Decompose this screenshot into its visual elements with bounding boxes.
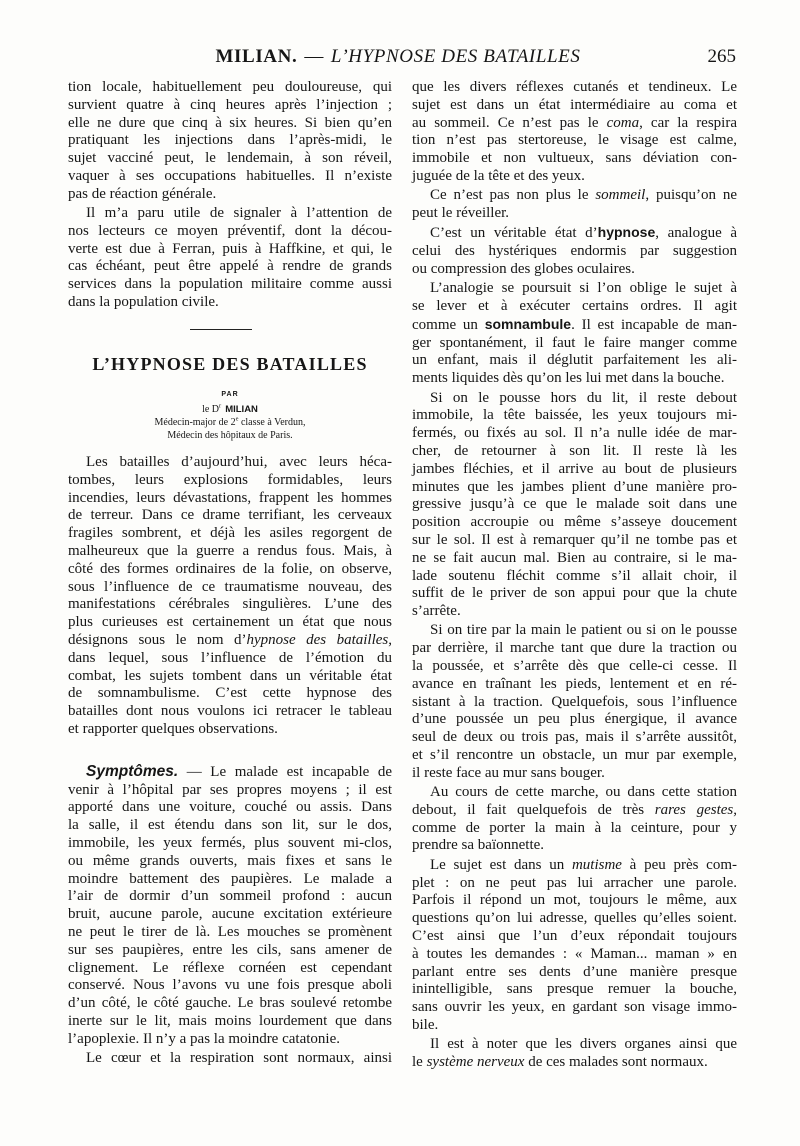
text-line	[412, 892, 737, 910]
text-line	[412, 550, 737, 568]
text-run: celui des hystériques endormis par suggestion	[412, 243, 737, 260]
italic-text: système nerveux	[426, 1054, 525, 1071]
text-line	[412, 205, 737, 223]
page-number: 265	[707, 46, 736, 67]
article-title: L’HYPNOSE DES BATAILLES	[92, 354, 368, 374]
text-line	[412, 964, 737, 982]
text-line	[412, 820, 737, 838]
text-run: un enfant, mais il déglutit parfaitement les ali-	[412, 352, 737, 369]
text-run: fragiles sombrent, et déjà les asiles regorgent de	[68, 525, 392, 542]
text-line	[68, 579, 392, 597]
text-line	[68, 543, 392, 561]
text-line	[68, 1013, 392, 1031]
text-line	[412, 352, 737, 370]
text-run: incendies, leurs dévastations, frappent les hommes	[68, 489, 392, 506]
text-line	[412, 676, 737, 694]
text-line	[68, 1031, 392, 1049]
text-run: pratiquant les injections dans l’après-midi, le	[68, 132, 392, 149]
italic-text: sommeil	[595, 187, 646, 204]
text-run: malheureux que la guerre a rendus fous. Mais, à	[68, 542, 392, 559]
text-run: peut le réveiller.	[412, 205, 510, 222]
text-run: jambes fléchies, et il arrive au bout de plusieurs	[412, 460, 737, 477]
text-line	[68, 650, 392, 668]
text-line	[68, 817, 392, 835]
paragraph	[412, 390, 737, 621]
text-run: position accroupie ou même s’asseye doucement	[412, 514, 737, 531]
text-line	[412, 168, 737, 186]
text-run: . Il est incapable de man-	[571, 316, 737, 333]
running-header	[0, 44, 796, 70]
text-run: nos lecteurs ce moyen préventif, dont la décou-	[68, 222, 392, 239]
text-line	[68, 596, 392, 614]
text-line	[68, 132, 392, 150]
text-run: de somnambulisme. C’est cette hypnose des	[68, 685, 392, 702]
text-line	[412, 603, 737, 621]
text-run: l’apoplexie. Il n’y a pas la moindre catatonie.	[68, 1030, 340, 1047]
text-line	[412, 243, 737, 261]
text-run: désignons sous le nom d’	[68, 631, 247, 648]
text-run: Il m’a paru utile de signaler à l’attention de	[86, 205, 392, 222]
text-line	[412, 928, 737, 946]
text-line	[68, 205, 392, 223]
text-line	[412, 747, 737, 765]
text-line	[68, 1050, 392, 1068]
text-line	[68, 168, 392, 186]
text-run: d’un côté, le côté gauche. Le bras soulevé retombe	[68, 995, 392, 1012]
text-run: , analogue à	[655, 225, 737, 242]
text-line	[412, 425, 737, 443]
text-run: Le cœur et la respiration sont normaux, ainsi	[86, 1050, 392, 1066]
affiliation-text: classe à Verdun,	[238, 417, 306, 428]
italic-text: coma	[606, 114, 640, 131]
text-run: L’analogie se poursuit si l’on oblige le sujet à	[430, 280, 737, 297]
text-run: sous l’influence de ce traumatisme nouveau, des	[68, 578, 392, 595]
text-line	[68, 888, 392, 906]
text-run: — Le malade est incapable de	[178, 763, 392, 780]
text-line	[412, 640, 737, 658]
text-run: sujet est dans un état intermédiaire au coma et	[412, 96, 737, 113]
text-run: immobile, les yeux fermés, plus souvent mi-clos,	[68, 834, 392, 851]
text-run: que les divers réflexes cutanés et tendineux. Le	[412, 79, 737, 95]
left-column-previous-article	[68, 79, 392, 312]
paragraph	[68, 79, 392, 204]
text-run: de ces malades sont normaux.	[524, 1054, 708, 1071]
text-line	[412, 837, 737, 855]
text-run: sur ses paupières, entre les cils, sans amener de	[68, 941, 392, 958]
text-run: debout, il fait quelquefois de très	[412, 801, 655, 818]
text-run: prendre sa baïonnette.	[412, 837, 545, 854]
text-run: dans lequel, sous l’influence de l’émotion du	[68, 649, 392, 666]
text-run: plet : on ne peut pas lui arracher une parole.	[412, 874, 737, 891]
text-run: ments liquides dès qu’on les lui met dans la bouche.	[412, 370, 725, 387]
text-run: à toutes les demandes : « Maman... maman » en	[412, 945, 737, 962]
text-run: batailles dont nous voulons ici retracer le tableau	[68, 703, 392, 720]
text-run: ger spontanément, il faut le faire manger comme	[412, 334, 737, 351]
text-line	[68, 276, 392, 294]
text-run: gressive jusqu’à ce que le malade soit dans une	[412, 496, 737, 513]
text-run: sans ouvrir les yeux, en gardant son visage immo-	[412, 999, 737, 1016]
paragraph	[68, 205, 392, 312]
paragraph	[68, 454, 392, 739]
text-line	[412, 316, 737, 335]
paragraph	[412, 622, 737, 782]
text-run: questions qu’on lui adresse, quelles qu’elles soient.	[412, 910, 737, 927]
text-run: avance en traînant les pieds, lentement et en ré-	[412, 675, 737, 692]
text-run: lade soutenu fléchit comme s’il allait choir, il	[412, 567, 737, 584]
text-line	[68, 186, 392, 204]
text-line	[68, 241, 392, 259]
text-run: Le sujet est dans un	[430, 856, 572, 873]
text-line	[412, 981, 737, 999]
text-line	[68, 721, 392, 739]
byline-author	[68, 404, 392, 416]
paragraph	[412, 280, 737, 388]
text-line	[68, 223, 392, 241]
text-line	[68, 960, 392, 978]
text-line	[68, 782, 392, 800]
text-line	[412, 370, 737, 388]
text-line	[412, 999, 737, 1017]
text-line	[412, 261, 737, 279]
text-run: combat, les sujets tombent dans un véritable état	[68, 667, 392, 684]
text-run: cher, de retourner à son lit. Il reste là les	[412, 442, 737, 459]
text-run: services dans la population militaire comme aussi	[68, 276, 392, 293]
text-run: s’arrête.	[412, 603, 461, 620]
text-run: pas de réaction générale.	[68, 185, 217, 202]
text-line	[412, 568, 737, 586]
text-run: et rapporter quelques observations.	[68, 720, 278, 737]
text-run: tion locale, habituellement peu douloureuse, qui	[68, 79, 392, 95]
text-run: C’est ainsi que l’un d’eux répondait toujours	[412, 927, 737, 944]
text-run: ou compression des globes oculaires.	[412, 260, 635, 277]
text-run: suffit de le priver de son appui pour que la chute	[412, 585, 737, 602]
text-line	[68, 799, 392, 817]
affiliation-text: Médecin-major de 2	[154, 417, 236, 428]
text-run: sur le sol. Il est à remarquer qu’il ne tombe pas et	[412, 531, 737, 548]
text-run: Ce n’est pas non plus le	[430, 187, 596, 204]
text-run: elle ne dure que cinq à six heures. Si bien qu’en	[68, 114, 392, 131]
text-line	[412, 875, 737, 893]
text-run: conservé. Nous l’avons vu une fois presque aboli	[68, 977, 392, 994]
text-run: de terreur. Dans ce drame terrifiant, les cerveaux	[68, 507, 392, 524]
text-run: ne peut le tirer de là. Les mouches se promènent	[68, 923, 392, 940]
text-line	[68, 835, 392, 853]
text-run: verte est due à Ferran, puis à Haffkine, et qui, le	[68, 240, 392, 257]
text-line	[68, 871, 392, 889]
text-run: immobile et non vultueux, sans déviation con-	[412, 150, 737, 167]
text-line	[68, 561, 392, 579]
text-run: à peu près com-	[621, 856, 737, 873]
text-line	[412, 514, 737, 532]
heading-text: Symptômes.	[86, 762, 179, 780]
text-line	[412, 910, 737, 928]
text-run: minutes que les jambes plient d’une manière pro-	[412, 478, 737, 495]
text-line	[68, 977, 392, 995]
text-line	[68, 454, 392, 472]
text-run: d’une poussée un peu plus énergique, il avance	[412, 711, 737, 728]
text-run: comme un	[412, 316, 485, 333]
text-run: venir à l’hôpital par ses propres moyens ; il est	[68, 781, 392, 798]
text-line	[68, 668, 392, 686]
text-line	[412, 784, 737, 802]
text-run: sujet vacciné peut, le lendemain, à son réveil,	[68, 150, 392, 167]
text-line	[68, 703, 392, 721]
left-column-article-body	[68, 454, 392, 1068]
text-line	[68, 258, 392, 276]
text-line	[68, 294, 392, 312]
text-run: tombes, leurs explosions formidables, leurs	[68, 471, 392, 488]
text-run: parlant entre ses dents d’une manière presque	[412, 963, 737, 980]
text-run: par derrière, il marche tant que dure la traction ou	[412, 640, 737, 657]
text-run: fermés, ou fixés au sol. Il n’a nulle idée de mar-	[412, 425, 737, 442]
text-line	[412, 532, 737, 550]
text-line	[412, 280, 737, 298]
text-run: Si on le pousse hors du lit, il reste debout	[430, 389, 737, 406]
text-line	[412, 443, 737, 461]
author-affiliation-2: Médecin des hôpitaux de Paris.	[167, 430, 293, 441]
text-run: juguée de la tête et des yeux.	[412, 167, 585, 184]
text-line	[412, 97, 737, 115]
text-run: bile.	[412, 1016, 439, 1033]
text-line	[412, 298, 737, 316]
running-header-title: L’HYPNOSE DES BATAILLES	[330, 46, 581, 67]
text-run: ne se fait aucun mal. Bien au contraire, si le ma-	[412, 549, 737, 566]
text-run: bruit, aucune parole, aucune excitation extérieure	[68, 906, 392, 923]
text-line	[412, 461, 737, 479]
text-line	[68, 472, 392, 490]
text-line	[412, 694, 737, 712]
text-line	[412, 479, 737, 497]
text-line	[412, 496, 737, 514]
running-header-author: MILIAN.	[215, 46, 298, 67]
text-line	[68, 614, 392, 632]
text-line	[68, 507, 392, 525]
paragraph	[412, 224, 737, 278]
text-line	[68, 942, 392, 960]
right-column-article-body	[412, 79, 737, 1072]
text-run: plus curieuses est certainement un état que nous	[68, 614, 392, 631]
text-line	[412, 224, 737, 243]
text-line	[68, 763, 392, 782]
text-line	[68, 906, 392, 924]
text-line	[412, 132, 737, 150]
text-line	[412, 1036, 737, 1054]
text-run: C’est un véritable état d’	[430, 225, 598, 242]
text-run: survient quatre à cinq heures après l’injection ;	[68, 96, 392, 113]
paragraph	[68, 1050, 392, 1068]
text-line	[68, 853, 392, 871]
text-run: Il est à noter que les divers organes ainsi que	[430, 1036, 737, 1053]
text-line	[68, 525, 392, 543]
text-line	[68, 685, 392, 703]
byline-by-label: PAR	[221, 391, 239, 398]
text-run: il reste face au mur sans bouger.	[412, 764, 605, 781]
author-affiliation-1	[68, 416, 392, 429]
running-header-separator: —	[304, 46, 324, 67]
text-line	[412, 115, 737, 133]
text-line	[68, 79, 392, 97]
text-run: vaquer à ses occupations habituelles. Il n’existe	[68, 167, 392, 184]
paragraph	[412, 857, 737, 1035]
text-run: côté des formes ordinaires de la folie, on observe,	[68, 560, 392, 577]
text-run: dans la population civile.	[68, 294, 219, 311]
text-run: Au cours de cette marche, ou dans cette station	[430, 784, 737, 801]
text-line	[68, 632, 392, 650]
text-line	[68, 924, 392, 942]
text-line	[412, 150, 737, 168]
text-run: moindre battement des paupières. Le malade a	[68, 870, 392, 887]
text-run: manifestations cérébrales singulières. L’une des	[68, 596, 392, 613]
text-run: Parfois il répond un mot, toujours le même, aux	[412, 892, 737, 909]
text-line	[412, 390, 737, 408]
text-run: Les batailles d’aujourd’hui, avec leurs héca-	[86, 454, 392, 470]
text-line	[412, 335, 737, 353]
text-run: , puisqu’on ne	[645, 187, 737, 204]
text-line	[68, 97, 392, 115]
text-run: et s’il rencontre un obstacle, un mur par exemple,	[412, 746, 737, 763]
text-line	[412, 187, 737, 205]
text-line	[412, 622, 737, 640]
author-name: MILIAN	[225, 404, 258, 415]
text-line	[412, 711, 737, 729]
text-run: apporté dans une voiture, couché ou assis. Dans	[68, 799, 392, 816]
text-line	[412, 1017, 737, 1035]
text-run: inerte sur le lit, mais moins lourdement que dans	[68, 1012, 392, 1029]
text-run: l’air de dormir d’un sommeil profond : aucun	[68, 888, 392, 905]
text-line	[412, 802, 737, 820]
text-run: se lever et à exécuter certains ordres. Il agit	[412, 298, 737, 315]
text-run: clignement. Le réflexe cornéen est cependant	[68, 959, 392, 976]
text-line	[412, 857, 737, 875]
text-run: seul de deux ou trois pas, mais il s’arrête aussitôt,	[412, 729, 737, 746]
text-line	[412, 946, 737, 964]
text-run: inintelligible, sans presque remuer la bouche,	[412, 981, 737, 998]
text-run: le	[412, 1054, 427, 1071]
italic-text: hypnose des batailles	[246, 631, 389, 648]
text-run: Si on tire par la main le patient ou si on le pousse	[430, 622, 737, 639]
text-line	[68, 995, 392, 1013]
paragraph	[412, 79, 737, 186]
text-run: ,	[388, 631, 392, 648]
text-line	[412, 407, 737, 425]
text-run: sistant à la traction. Quelquefois, sous l’influence	[412, 693, 737, 710]
bold-text: somnambule	[484, 315, 572, 332]
text-run: ou même grands ouverts, mais fixes et sans le	[68, 852, 392, 869]
author-prefix: le D	[202, 404, 220, 415]
text-line	[68, 115, 392, 133]
text-line	[412, 658, 737, 676]
bold-text: hypnose	[597, 224, 656, 241]
text-line	[412, 765, 737, 783]
text-line	[412, 585, 737, 603]
text-run: ,	[733, 801, 737, 818]
text-run: tion n’est pas stertoreuse, le visage est calme,	[412, 132, 737, 149]
paragraph	[412, 784, 737, 855]
text-run: la poussée, et s’arrête dès que celle-ci cesse. Il	[412, 658, 737, 674]
author-prefix-superscript: r	[219, 402, 222, 410]
text-run: au sommeil. Ce n’est pas le	[412, 114, 607, 131]
text-run: comme de porter la main à la ceinture, pour y	[412, 819, 737, 836]
article-separator-rule	[190, 329, 252, 330]
text-line	[68, 490, 392, 508]
paragraph	[412, 1036, 737, 1072]
text-line	[412, 729, 737, 747]
text-run: , car la respira	[639, 114, 737, 131]
article-heading	[68, 352, 392, 442]
text-line	[68, 150, 392, 168]
paragraph	[412, 187, 737, 223]
affiliation-superscript: e	[235, 415, 239, 423]
italic-text: rares gestes	[654, 801, 734, 818]
text-line	[412, 79, 737, 97]
text-line	[412, 1054, 737, 1072]
text-run: immobile, la tête baissée, les yeux toujours mi-	[412, 407, 737, 424]
paragraph	[68, 763, 392, 1049]
text-run: cas échéant, peut être appelé à rendre de grands	[68, 258, 392, 275]
text-run: la salle, il est étendu dans son lit, sur le dos,	[68, 817, 392, 834]
italic-text: mutisme	[571, 856, 622, 873]
